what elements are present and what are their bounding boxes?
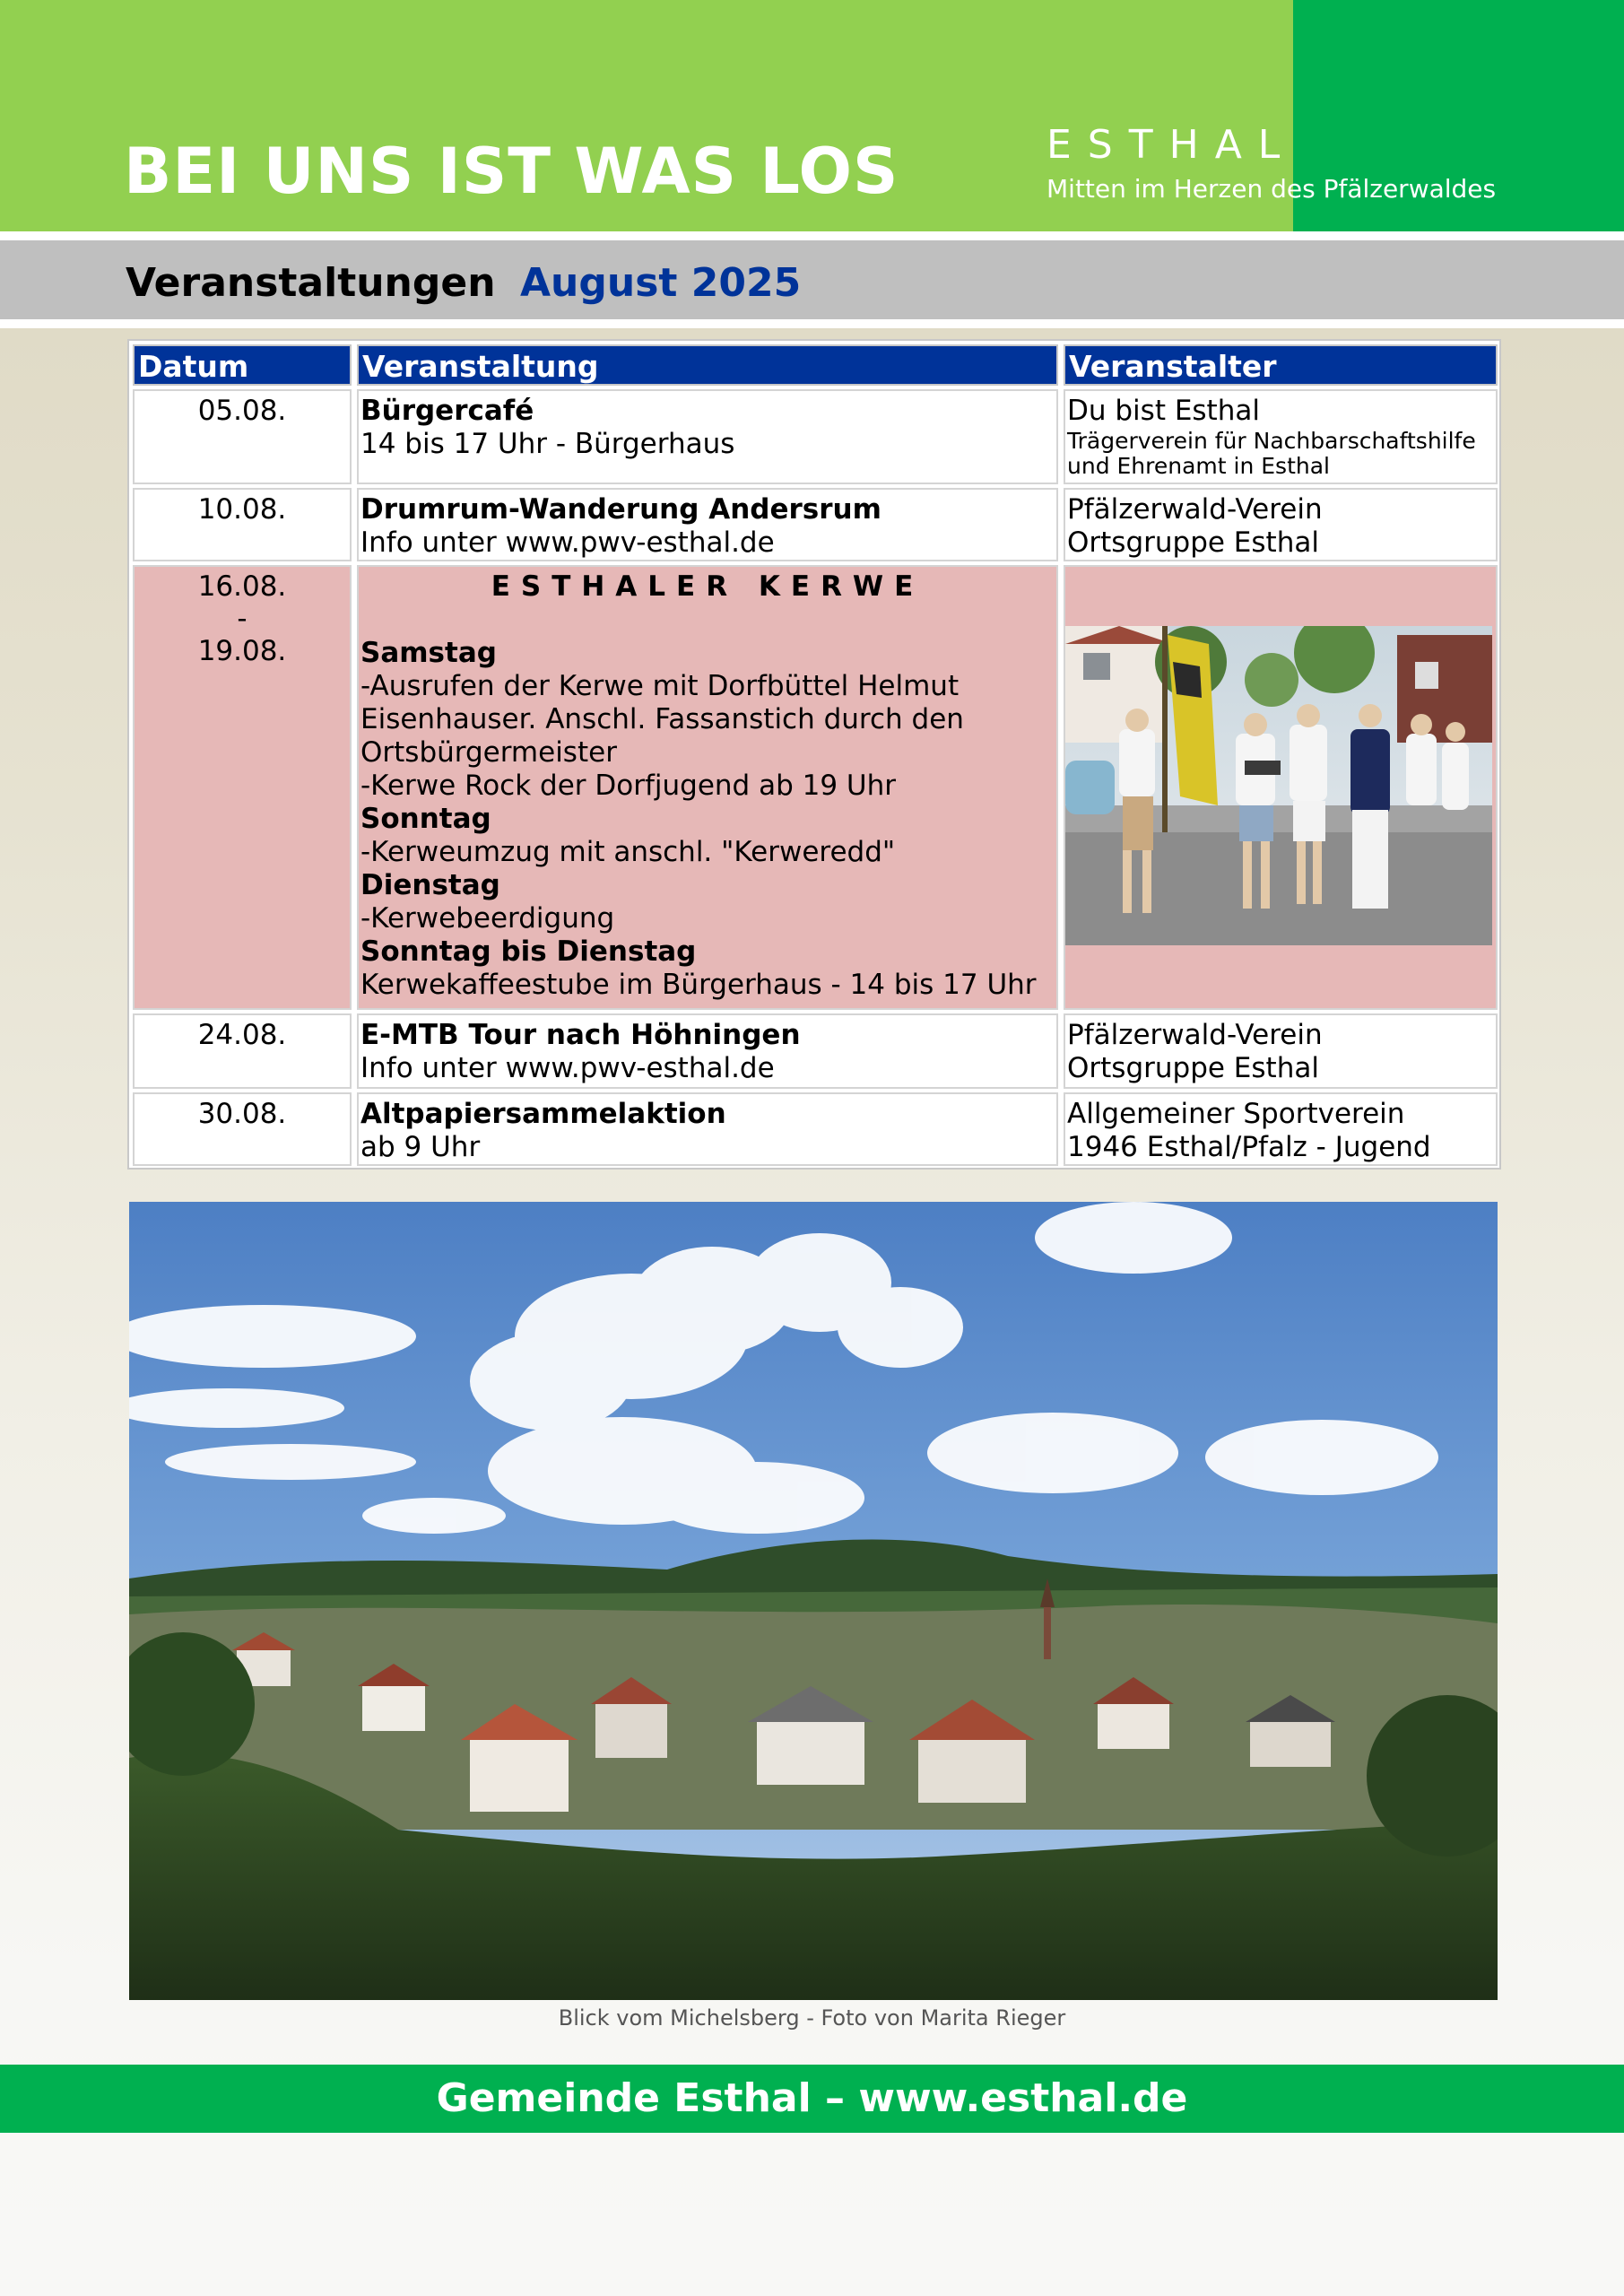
column-header-date: Datum [133,344,352,386]
event-title: E-MTB Tour nach Höhningen [360,1019,801,1051]
kerwe-day-heading: Samstag [360,637,497,669]
table-row-organizer: Du bist Esthal Trägerverein für Nachbarschaftshilfe und Ehrenamt in Esthal [1064,389,1498,484]
table-row-event [357,1092,1058,1166]
event-title: Bürgercafé [360,395,534,427]
brand-tagline: Mitten im Herzen des Pfälzerwaldes [1046,174,1497,204]
table-row-organizer: Pfälzerwald-Verein Ortsgruppe Esthal [1064,1013,1498,1089]
kerwe-program-line: -Ausrufen der Kerwe mit Dorfbüttel Helmut [360,670,960,702]
kerwe-parade-photo [1065,626,1492,945]
section-divider [0,319,1624,328]
event-detail: Info unter www.pwv-esthal.de [360,526,775,559]
table-row-event [357,1013,1058,1089]
kerwe-heading: ESTHALER KERWE [491,570,925,603]
kerwe-program-line: -Kerwe Rock der Dorfjugend ab 19 Uhr [360,770,896,802]
table-row-event [357,488,1058,561]
event-title: Drumrum-Wanderung Andersrum [360,493,881,526]
table-row-date: 10.08. [133,488,352,561]
event-detail: ab 9 Uhr [360,1131,481,1163]
footer-text: Gemeinde Esthal – www.esthal.de [436,2075,1188,2121]
photo-caption: Blick vom Michelsberg - Foto von Marita Rieger [558,2005,1066,2031]
table-row-date: 24.08. [133,1013,352,1089]
table-row-organizer: Allgemeiner Sportverein 1946 Esthal/Pfalz - Jugend [1064,1092,1498,1166]
header-divider [0,231,1624,240]
event-detail: Info unter www.pwv-esthal.de [360,1052,775,1084]
kerwe-program-line: Ortsbürgermeister [360,736,617,769]
page-title: BEI UNS IST WAS LOS [124,135,899,208]
kerwe-program-line: Eisenhauser. Anschl. Fassanstich durch den [360,703,964,735]
table-row-date: 05.08. [133,389,352,484]
section-title: Veranstaltungen [126,260,496,306]
column-header-event: Veranstaltung [357,344,1058,386]
table-row-kerwe-event [357,565,1058,1010]
event-detail: 14 bis 17 Uhr - Bürgerhaus [360,428,735,460]
table-row-date: 30.08. [133,1092,352,1166]
kerwe-program-line: -Kerweumzug mit anschl. "Kerweredd" [360,836,896,868]
event-title: Altpapiersammelaktion [360,1098,726,1130]
brand-name: ESTHAL [1046,122,1297,168]
table-row-event [357,389,1058,484]
kerwe-day-heading: Sonntag [360,803,491,835]
table-row-date-range: 16.08. - 19.08. [133,565,352,1010]
kerwe-program-line: -Kerwebeerdigung [360,902,615,935]
landscape-photo [129,1202,1498,2000]
kerwe-program-line: Kerwekaffeestube im Bürgerhaus - 14 bis 17 Uhr [360,969,1037,1001]
kerwe-day-heading: Dienstag [360,869,500,901]
table-row-organizer: Pfälzerwald-Verein Ortsgruppe Esthal [1064,488,1498,561]
column-header-organizer: Veranstalter [1064,344,1498,386]
kerwe-day-heading: Sonntag bis Dienstag [360,935,697,968]
section-month: August 2025 [520,260,802,306]
